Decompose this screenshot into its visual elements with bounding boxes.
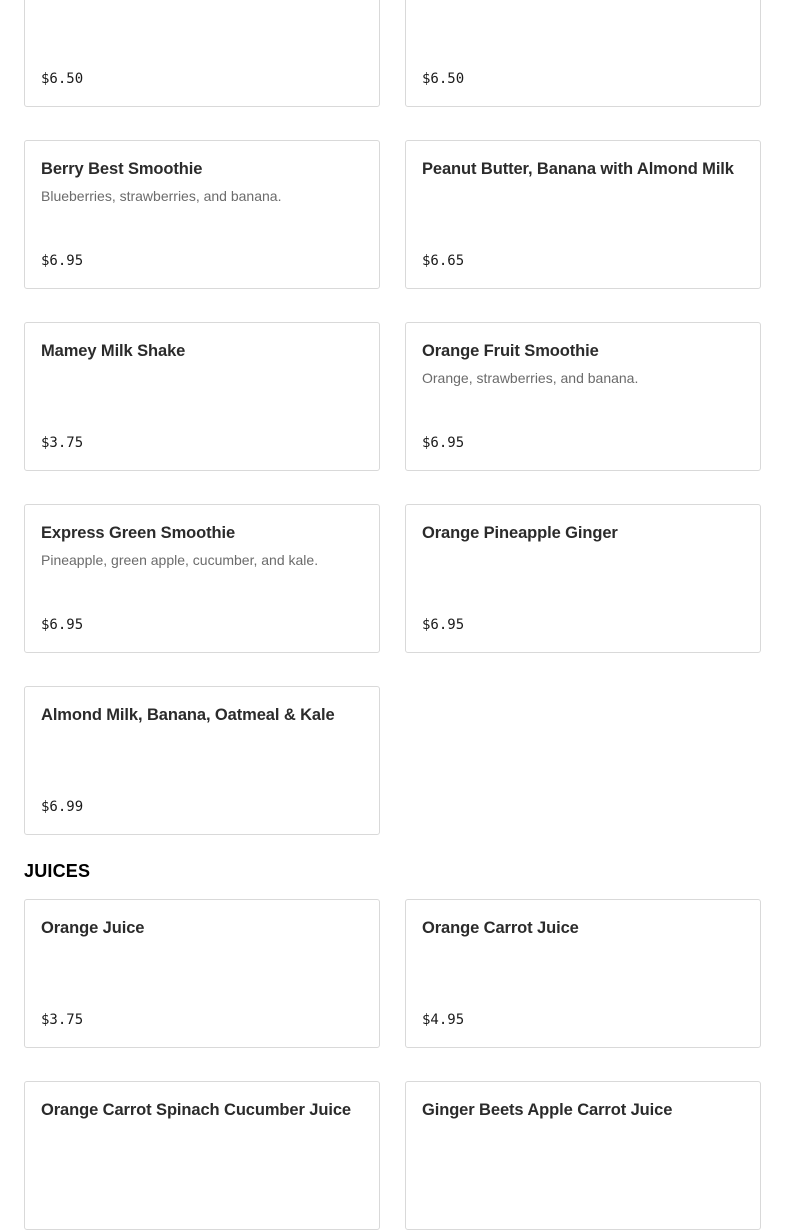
menu-item-price: $6.50 xyxy=(422,71,465,87)
menu-item-name: Ginger Beets Apple Carrot Juice xyxy=(422,1101,673,1119)
section-heading-juices: JUICES xyxy=(24,861,91,881)
menu-item-name: Orange Carrot Spinach Cucumber Juice xyxy=(41,1101,351,1119)
menu-item-description: Pineapple, green apple, cucumber, and kale. xyxy=(41,552,319,568)
menu-item-card[interactable] xyxy=(24,0,380,107)
menu-item-name: Orange Juice xyxy=(41,919,145,937)
menu-item-price: $3.75 xyxy=(41,435,84,451)
menu-item-price: $6.65 xyxy=(422,253,465,269)
menu-item-name: Orange Pineapple Ginger xyxy=(422,524,618,542)
menu-item-price: $4.95 xyxy=(422,1012,465,1028)
menu-item-description: Orange, strawberries, and banana. xyxy=(422,370,639,386)
menu-item-name: Almond Milk, Banana, Oatmeal & Kale xyxy=(41,706,335,724)
menu-item-card[interactable] xyxy=(24,1081,380,1230)
menu-item-price: $6.95 xyxy=(41,617,84,633)
menu-item-name: Berry Best Smoothie xyxy=(41,160,203,178)
menu-item-price: $6.95 xyxy=(41,253,84,269)
menu-item-card[interactable] xyxy=(24,504,380,653)
menu-item-name: Peanut Butter, Banana with Almond Milk xyxy=(422,160,734,178)
menu-item-card[interactable] xyxy=(24,899,380,1048)
menu-item-card[interactable] xyxy=(405,322,761,471)
menu-item-price: $3.75 xyxy=(41,1012,84,1028)
menu-item-card[interactable] xyxy=(24,686,380,835)
menu-item-card[interactable] xyxy=(405,899,761,1048)
menu-item-price: $6.99 xyxy=(41,799,84,815)
menu-item-name: Mamey Milk Shake xyxy=(41,342,186,360)
menu-item-card[interactable] xyxy=(405,504,761,653)
menu-item-card[interactable] xyxy=(24,322,380,471)
menu-item-price: $6.50 xyxy=(41,71,84,87)
menu-item-name: Express Green Smoothie xyxy=(41,524,236,542)
menu-item-price: $6.95 xyxy=(422,435,465,451)
menu-item-name: Orange Fruit Smoothie xyxy=(422,342,599,360)
menu-item-card[interactable] xyxy=(405,1081,761,1230)
menu-item-card[interactable] xyxy=(405,0,761,107)
menu-item-name: Orange Carrot Juice xyxy=(422,919,579,937)
menu-item-card[interactable] xyxy=(405,140,761,289)
menu-item-description: Blueberries, strawberries, and banana. xyxy=(41,188,282,204)
menu-item-price: $6.95 xyxy=(422,617,465,633)
menu-item-card[interactable] xyxy=(24,140,380,289)
